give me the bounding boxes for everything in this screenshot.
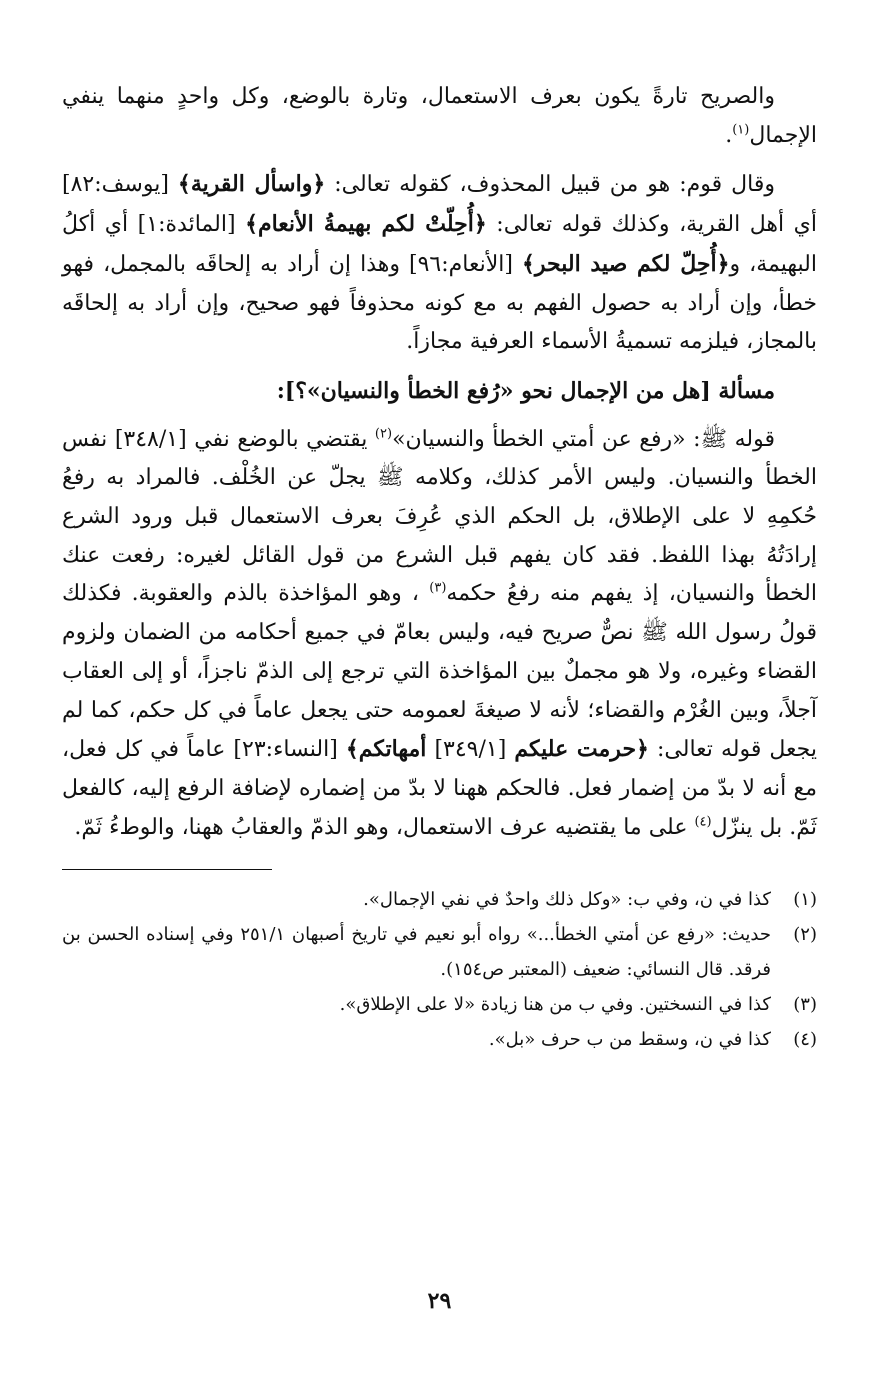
footnote-ref-3[interactable]: (٣)	[429, 581, 447, 597]
quran-quote-4-end: أمهاتكم﴾	[345, 736, 427, 763]
page-body	[62, 78, 817, 1057]
footnote-text: كذا في النسختين. وفي ب من هنا زيادة «لا على الإطلاق».	[339, 994, 771, 1016]
footnote-number: (١)	[793, 889, 817, 911]
paragraph-1-text: والصريح تارةً يكون بعرف الاستعمال، وتارة بالوضع، وكل واحدٍ منهما ينفي الإجمال	[62, 84, 817, 148]
footnote-separator	[62, 869, 272, 870]
footnote-2	[62, 917, 817, 987]
paragraph-2-part-b: [يوسف:٨٢] أي أهل القرية، وكذلك قوله تعالى:	[62, 172, 817, 238]
footnote-1	[62, 882, 817, 917]
footnote-ref-1[interactable]: (١)	[732, 122, 750, 138]
footnote-number: (٢)	[793, 924, 817, 946]
paragraph-2-part-d: [الأنعام:٩٦] وهذا إن أراد به إلحاقَه بالمجمل، فهو خطأ، وإن أراد به حصول الفهم به مع كونه محذوفاً فهو صحيح، وإن أراد به إلحاقَه بالمجاز، فيلزمه تسميةُ الأسماء العرفية مجازاً.	[62, 251, 817, 355]
paragraph-3-part-e: على ما يقتضيه عرف الاستعمال، وهو الذمّ والعقابُ ههنا، والوطءُ ثَمّ.	[74, 814, 695, 840]
quran-quote-4-start: ﴿حرمت عليكم	[514, 736, 649, 763]
paragraph-3-part-b: يقتضي بالوضع نفي [٣٤٨/١] نفس الخطأ والنسيان. وليس الأمر كذلك، وكلامه ﷺ يجلّ عن الخُلْف. فالمراد به رفعُ حُكمِهِ لا على الإطلاق، بل الحكم الذي عُرِفَ بعرف الاستعمال قبل ورود الشرع إرادَتُهُ بهذا اللفظ. فقد كان يفهم قبل الشرع من قول القائل لغيره: رفعت عنك الخطأ والنسيان، إذ يفهم منه رفعُ حكمه	[62, 426, 817, 607]
footnote-ref-4[interactable]: (٤)	[694, 814, 712, 830]
paragraph-2-part-a: وقال قوم: هو من قبيل المحذوف، كقوله تعالى:	[325, 172, 775, 198]
footnote-number: (٣)	[793, 994, 817, 1016]
quran-quote-1: ﴿واسأل القرية﴾	[177, 171, 326, 198]
footnote-4	[62, 1022, 817, 1057]
paragraph-2-part-c: [المائدة:١] أي أكلُ البهيمة، و	[62, 212, 817, 277]
page-ref-349: [٣٤٩/١]	[426, 737, 515, 763]
footnote-text: حديث: «رفع عن أمتي الخطأ...» رواه أبو نعيم في تاريخ أصبهان ٢٥١/١ وفي إسناده الحسن بن فرقد. قال النسائي: ضعيف (المعتبر ص١٥٤).	[62, 924, 772, 981]
paragraph-1	[62, 78, 817, 155]
footnotes	[62, 882, 817, 1057]
footnote-text: كذا في ن، وفي ب: «وكل ذلك واحدٌ في نفي الإجمال».	[363, 889, 771, 911]
footnote-text: كذا في ن، وسقط من ب حرف «بل».	[488, 1029, 771, 1051]
page-number: ٢٩	[427, 1288, 452, 1314]
paragraph-2	[62, 165, 817, 362]
footnote-number: (٤)	[793, 1029, 817, 1051]
paragraph-1-end: .	[725, 122, 733, 148]
quran-quote-2: ﴿أُحِلّتْ لكم بهيمةُ الأنعام﴾	[245, 211, 487, 238]
paragraph-3-part-c: ، وهو المؤاخذة بالذم والعقوبة. فكذلك قولُ رسول الله ﷺ نصٌّ صريح فيه، وليس بعامّ في جميع أحكامه من الضمان ولزوم القضاء وغيره، ولا هو مجملٌ بين المؤاخذة التي ترجع إلى الذمّ ناجزاً، أو إلى العقاب آجلاً، وبين الغُرْم والقضاء؛ لأنه لا صيغةَ لعمومه حتى يجعل عاماً في كل حكم، كما لم يجعل قوله تعالى:	[62, 581, 817, 763]
paragraph-3-part-a: قوله ﷺ: «رفع عن أمتي الخطأ والنسيان»	[392, 426, 776, 452]
footnote-ref-2[interactable]: (٢)	[374, 426, 393, 442]
quran-quote-3: ﴿أُحِلّ لكم صيد البحر﴾	[522, 250, 730, 277]
paragraph-3	[62, 421, 817, 848]
footnote-3	[62, 987, 817, 1022]
paragraph-3-part-d: [النساء:٢٣] عاماً في كل فعل، مع أنه لا بدّ من إضمار فعل. فالحكم ههنا لا بدّ من إضماره لإضافة الرفع إليه، كالفعل ثَمّ. بل ينزّل	[62, 737, 817, 840]
section-heading: مسألة [هل من الإجمال نحو «رُفع الخطأ والنسيان»؟]:	[276, 377, 775, 404]
